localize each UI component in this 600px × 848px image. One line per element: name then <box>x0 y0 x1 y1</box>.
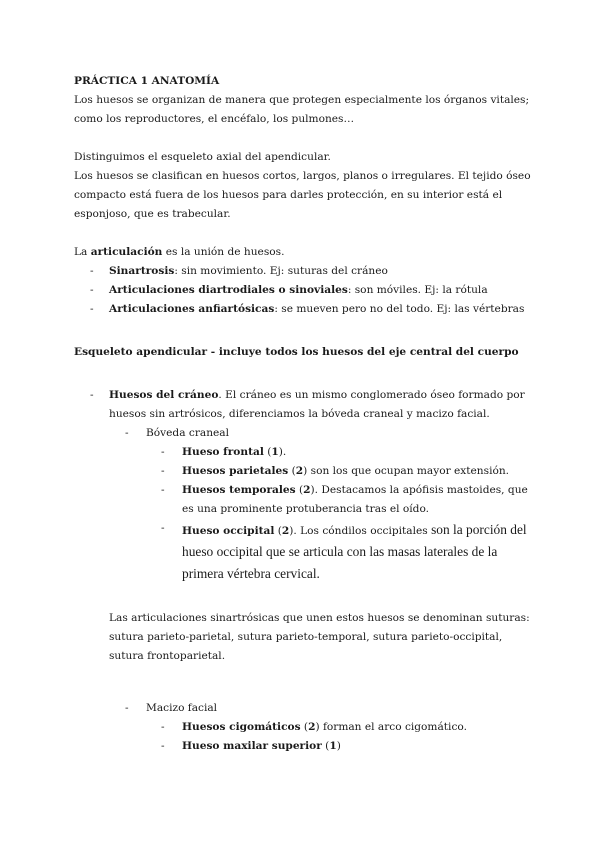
list-item: - Huesos cigomáticos (2) forman el arco cigomático. <box>74 718 534 737</box>
suturas-paragraph: Las articulaciones sinartrósicas que unen estos huesos se denominan suturas: sutura parieto-parietal, sutura parieto-temporal, sutura parieto-occipital, sutura frontoparietal. <box>109 612 530 662</box>
intro-paragraph: Los huesos se organizan de manera que protegen especialmente los órganos vitales; como los reproductores, el encéfalo, los pulmones… <box>74 94 530 125</box>
articulation-definition: La articulación es la unión de huesos. <box>74 246 285 258</box>
list-item-macizo: - Macizo facial <box>74 699 534 718</box>
list-item: - Sinartrosis: sin movimiento. Ej: suturas del cráneo <box>74 262 534 281</box>
dash-bullet: - <box>90 389 94 401</box>
dash-bullet: - <box>90 265 94 277</box>
dash-bullet: - <box>161 522 165 534</box>
dash-bullet: - <box>161 484 165 496</box>
dash-bullet: - <box>161 465 165 477</box>
dash-bullet: - <box>90 284 94 296</box>
articulation-list <box>74 262 534 319</box>
dash-bullet: - <box>161 740 165 752</box>
occipital-description: son la porción del hueso occipital que se articula con las masas laterales de la primera vértebra cervical. <box>182 522 527 581</box>
list-item-occipital: - Hueso occipital (2). Los cóndilos occipitales son la porción del hueso occipital que se articula con las masas laterales de la primera vértebra cervical. <box>74 519 534 585</box>
list-item-boveda: - Bóveda craneal <box>74 424 534 443</box>
list-item: - Articulaciones diartrodiales o sinoviales: son móviles. Ej: la rótula <box>74 281 534 300</box>
list-item: - Huesos temporales (2). Destacamos la apófisis mastoides, que es una prominente protuberancia tras el oído. <box>74 481 534 519</box>
list-item: - Huesos parietales (2) son los que ocupan mayor extensión. <box>74 462 534 481</box>
section-heading: Esqueleto apendicular - incluye todos los huesos del eje central del cuerpo <box>74 346 519 358</box>
list-item: - Articulaciones anfiartósicas: se mueven pero no del todo. Ej: las vértebras <box>74 300 534 319</box>
dash-bullet: - <box>125 702 129 714</box>
document-title: PRÁCTICA 1 ANATOMÍA <box>74 75 220 87</box>
articulation-term: articulación <box>90 246 163 258</box>
classification-paragraph: Los huesos se clasifican en huesos cortos, largos, planos o irregulares. El tejido óseo compacto está fuera de los huesos para darles protección, en su interior está el esponjoso, que es trabecular. <box>74 170 531 220</box>
dash-bullet: - <box>161 446 165 458</box>
dash-bullet: - <box>161 721 165 733</box>
document-page <box>74 72 534 756</box>
dash-bullet: - <box>125 427 129 439</box>
list-item: - Hueso maxilar superior (1) <box>74 737 534 756</box>
list-item: - Hueso frontal (1). <box>74 443 534 462</box>
dash-bullet: - <box>90 303 94 315</box>
axial-paragraph: Distinguimos el esqueleto axial del apendicular. <box>74 151 331 163</box>
list-item-craneo: - Huesos del cráneo. El cráneo es un mismo conglomerado óseo formado por huesos sin artrósicos, diferenciamos la bóveda craneal y macizo facial. <box>74 386 534 424</box>
